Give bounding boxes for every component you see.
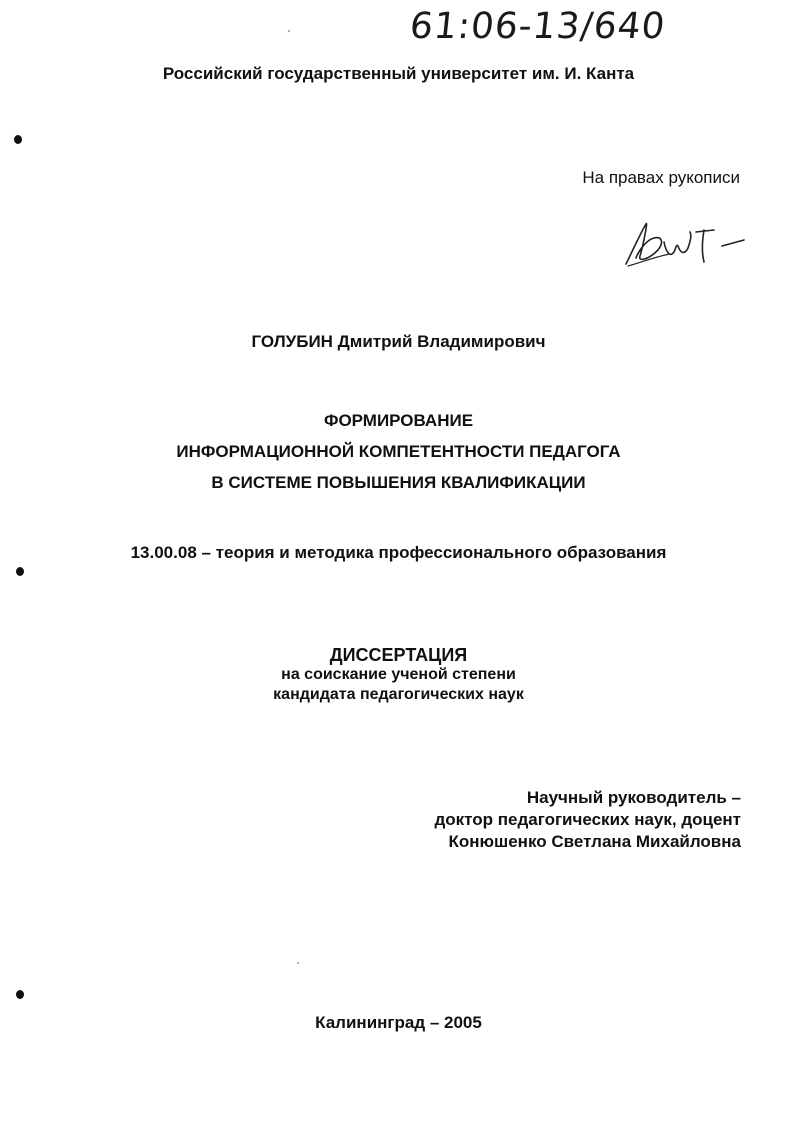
supervisor-line: Конюшенко Светлана Михайловна bbox=[448, 832, 741, 851]
scan-speck bbox=[288, 30, 290, 32]
scan-speck bbox=[297, 962, 299, 964]
punch-hole-mark bbox=[16, 567, 24, 576]
degree-line: кандидата педагогических наук bbox=[273, 686, 524, 703]
author-name: ГОЛУБИН Дмитрий Владимирович bbox=[251, 332, 546, 351]
dissertation-title-line: В СИСТЕМЕ ПОВЫШЕНИЯ КВАЛИФИКАЦИИ bbox=[211, 473, 586, 492]
punch-hole-mark bbox=[16, 990, 24, 999]
degree-line: на соискание ученой степени bbox=[281, 666, 516, 683]
supervisor-line: Научный руководитель – bbox=[526, 788, 741, 807]
dissertation-title-line: ИНФОРМАЦИОННОЙ КОМПЕТЕНТНОСТИ ПЕДАГОГА bbox=[176, 442, 621, 461]
dissertation-label: ДИССЕРТАЦИЯ bbox=[329, 645, 468, 665]
city-year: Калининград – 2005 bbox=[315, 1013, 482, 1032]
archive-number: 61:06-13/640 bbox=[407, 6, 668, 47]
manuscript-note: На правах рукописи bbox=[582, 168, 740, 187]
dissertation-title-line: ФОРМИРОВАНИЕ bbox=[323, 411, 474, 430]
signature-image bbox=[618, 212, 758, 272]
supervisor-line: доктор педагогических наук, доцент bbox=[434, 810, 741, 829]
punch-hole-mark bbox=[14, 135, 22, 144]
specialty-code: 13.00.08 – теория и методика профессионального образования bbox=[130, 543, 667, 562]
supervisor-block bbox=[400, 787, 741, 853]
university-name: Российский государственный университет им. И. Канта bbox=[162, 64, 635, 83]
